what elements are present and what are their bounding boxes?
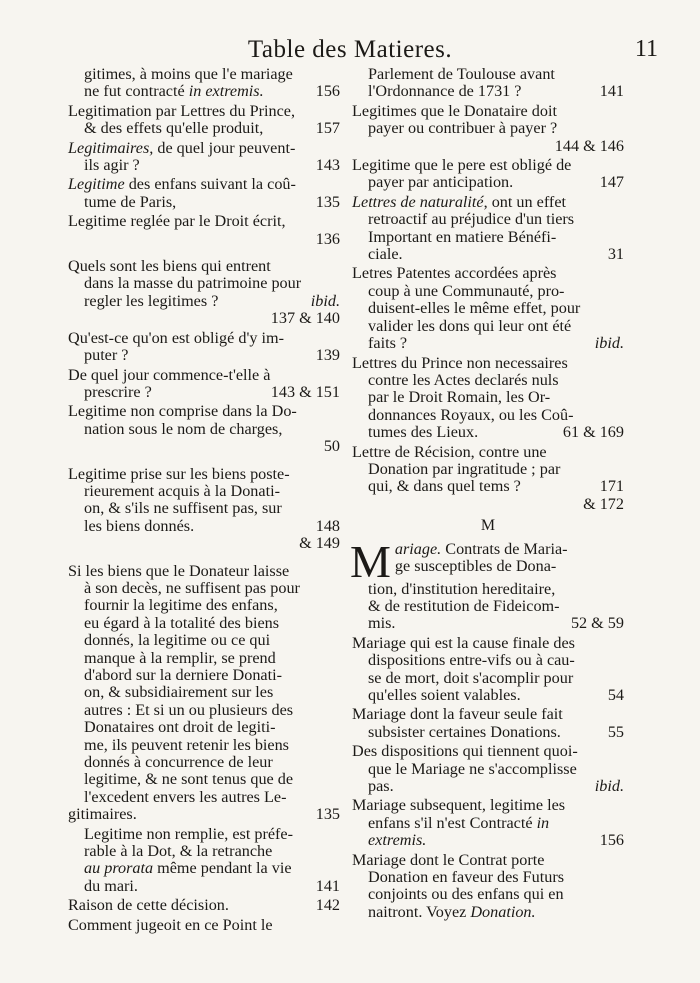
entry-line: rieurement acquis à la Donati-	[84, 481, 280, 500]
index-entry	[68, 466, 340, 553]
index-entry	[352, 706, 624, 741]
entry-line: Legitime prise sur les biens poste-	[68, 464, 290, 483]
entry-line: Mariage subsequent, legitime les	[352, 796, 566, 815]
entry-line: Lettres du Prince non necessaires	[352, 353, 568, 372]
index-entry	[68, 258, 340, 328]
entry-line: Mariage dont la faveur seule fait	[352, 705, 563, 724]
index-entry	[68, 66, 340, 101]
entry-line: duisent-elles le même effet, pour	[368, 299, 581, 318]
entry-line: conjoints ou des enfans qui en	[368, 885, 564, 904]
entry-line: qui, & dans quel tems ? 171	[368, 477, 624, 496]
index-entry	[68, 140, 340, 175]
entry-line: fournir la legitime des enfans,	[84, 596, 278, 615]
entry-line: extremis. 156	[368, 831, 624, 850]
entry-line: ariage. Contrats de Maria-	[394, 539, 568, 558]
entry-line: tumes des Lieux. 61 & 169	[368, 423, 624, 442]
page-header	[0, 36, 700, 68]
entry-line: 137 & 140	[270, 309, 340, 328]
index-entry	[350, 535, 624, 633]
entry-line: autres : Et si un ou plusieurs des	[84, 700, 294, 719]
entry-line: prescrire ? 143 & 151	[84, 382, 340, 401]
entry-line: les biens donnés. 148	[84, 516, 340, 535]
entry-line: Legitimaires, de quel jour peuvent-	[68, 138, 296, 157]
entry-line: faits ? ibid.	[368, 334, 624, 353]
entry-line: Si les biens que le Donateur laisse	[68, 561, 290, 580]
entry-line: mis. 52 & 59	[368, 614, 624, 633]
entry-line: Donataires ont droit de legiti-	[84, 718, 276, 737]
entry-line: Raison de cette décision. 142	[68, 896, 340, 915]
index-entry	[352, 635, 624, 705]
entry-line: puter ? 139	[84, 346, 340, 365]
entry-line: Donation par ingratitude ; par	[368, 459, 561, 478]
entry-line: Comment jugeoit en ce Point le	[68, 915, 273, 934]
entry-line: 50	[323, 437, 340, 456]
entry-line: dans la masse du patrimoine pour	[84, 274, 302, 293]
entry-line: Legitime non remplie, est préfe-	[84, 824, 294, 843]
drop-cap: M	[350, 535, 391, 587]
entry-line: manque à la remplir, se prend	[84, 648, 276, 667]
entry-line: donnés, la legitime ou ce qui	[84, 631, 271, 650]
entry-line: Legitime non comprise dans la Do-	[68, 402, 297, 421]
index-entry	[352, 103, 624, 155]
index-entry	[68, 103, 340, 138]
index-entry	[68, 330, 340, 365]
entry-line: naitront. Voyez Donation.	[368, 902, 536, 921]
entry-line: valider les dons qui leur ont été	[368, 316, 572, 335]
entry-line: on, & subsidiairement sur les	[84, 683, 274, 702]
entry-line: rable à la Dot, & la retranche	[84, 842, 273, 861]
entry-line: on, & s'ils ne suffisent pas, sur	[84, 499, 282, 518]
entry-line: legitime, & ne sont tenus que de	[84, 770, 294, 789]
entry-line: l'Ordonnance de 1731 ? 141	[368, 82, 624, 101]
entry-line: Quels sont les biens qui entrent	[68, 257, 271, 276]
entry-line: dispositions entre-vifs ou à cau-	[368, 651, 575, 670]
entry-line: Legitime des enfans suivant la coû-	[68, 175, 296, 194]
index-entry	[68, 917, 340, 934]
index-entry	[352, 66, 624, 101]
entry-line: 144 & 146	[554, 136, 624, 155]
entry-line: gitimaires. 135	[68, 805, 340, 824]
entry-line: subsister certaines Donations. 55	[368, 722, 624, 741]
entry-line: donnés à concurrence de leur	[84, 753, 273, 772]
index-entry	[68, 176, 340, 211]
page-title: Table des Matieres.	[247, 36, 453, 63]
index-entry	[68, 403, 340, 455]
index-entry	[352, 157, 624, 192]
index-entry	[68, 897, 340, 914]
entry-line: Legitime reglée par le Droit écrit,	[68, 212, 286, 231]
entry-line: d'abord sur la derniere Donati-	[84, 666, 282, 684]
entry-line: & 149	[299, 534, 340, 553]
right-column	[352, 66, 624, 923]
entry-line: Legitimes que le Donataire doit	[352, 101, 557, 120]
index-entry	[68, 213, 340, 248]
index-entry	[68, 826, 340, 896]
entry-line: que le Mariage ne s'accomplisse	[368, 759, 577, 778]
entry-line: qu'elles soient valables. 54	[368, 686, 624, 704]
index-entry	[352, 852, 624, 922]
entry-line: Qu'est-ce qu'on est obligé d'y im-	[68, 328, 284, 347]
entry-line: ge susceptibles de Dona-	[394, 556, 557, 575]
entry-line: nation sous le nom de charges,	[84, 419, 283, 438]
entry-line: Letres Patentes accordées après	[352, 264, 557, 283]
entry-line: contre les Actes declarés nuls	[368, 370, 559, 389]
entry-line: De quel jour commence-t'elle à	[68, 365, 271, 384]
entry-line: Des dispositions qui tiennent quoi-	[352, 742, 578, 761]
left-column	[68, 66, 340, 936]
entry-line: au prorata même pendant la vie	[84, 859, 292, 878]
index-entry	[352, 444, 624, 514]
entry-line: pas. ibid.	[368, 777, 624, 796]
entry-line: payer par anticipation. 147	[368, 173, 624, 192]
section-letter-m: M	[480, 517, 496, 535]
entry-line: payer ou contribuer à payer ?	[368, 119, 558, 138]
entry-line: 136	[315, 229, 340, 248]
entry-line: & de restitution de Fideicom-	[368, 596, 560, 615]
entry-line: ils agir ? 143	[84, 156, 340, 175]
entry-line: à son decès, ne suffisent pas pour	[84, 578, 300, 597]
entry-line: donnances Royaux, ou les Coû-	[368, 405, 574, 424]
entry-line: gitimes, à moins que l'e mariage	[84, 65, 293, 83]
index-entry	[352, 743, 624, 795]
entry-line: Legitime que le pere est obligé de	[352, 156, 572, 175]
index-entry	[352, 194, 624, 264]
entry-line: Legitimation par Lettres du Prince,	[68, 101, 296, 120]
entry-line: & 172	[583, 494, 624, 513]
entry-line: coup à une Communauté, pro-	[368, 281, 565, 300]
entry-line: par le Droit Romain, les Or-	[368, 388, 551, 407]
entry-line: Mariage qui est la cause finale des	[352, 633, 575, 652]
entry-line: enfans s'il n'est Contracté in	[368, 813, 550, 832]
entry-line: ne fut contracté in extremis. 156	[84, 82, 340, 101]
page-number: 11	[634, 36, 658, 62]
entry-line: me, ils peuvent retenir les biens	[84, 735, 289, 754]
entry-line: ciale. 31	[368, 245, 624, 264]
entry-line: eu égard à la totalité des biens	[84, 613, 280, 632]
entry-line: se de mort, doit s'acomplir pour	[368, 668, 574, 687]
index-entry	[68, 367, 340, 402]
entry-line: & des effets qu'elle produit, 157	[84, 119, 340, 138]
entry-line: Important en matiere Bénéfi-	[368, 227, 557, 246]
entry-line: Parlement de Toulouse avant	[368, 65, 555, 83]
entry-line: regler les legitimes ? ibid.	[84, 291, 340, 310]
entry-line: Lettre de Récision, contre une	[352, 442, 547, 461]
entry-line: Donation en faveur des Futurs	[368, 868, 565, 887]
index-entry	[352, 265, 624, 352]
index-entry	[68, 563, 340, 824]
entry-line: retroactif au préjudice d'un tiers	[368, 210, 575, 229]
entry-line: tion, d'institution hereditaire,	[368, 579, 556, 598]
index-entry	[352, 355, 624, 442]
entry-line: Mariage dont le Contrat porte	[352, 850, 545, 869]
index-entry	[352, 797, 624, 849]
entry-line: du mari. 141	[84, 876, 340, 895]
entry-line: tume de Paris, 135	[84, 192, 340, 211]
entry-line: Lettres de naturalité, ont un effet	[352, 192, 567, 211]
entry-line: l'excedent envers les autres Le-	[84, 787, 287, 806]
